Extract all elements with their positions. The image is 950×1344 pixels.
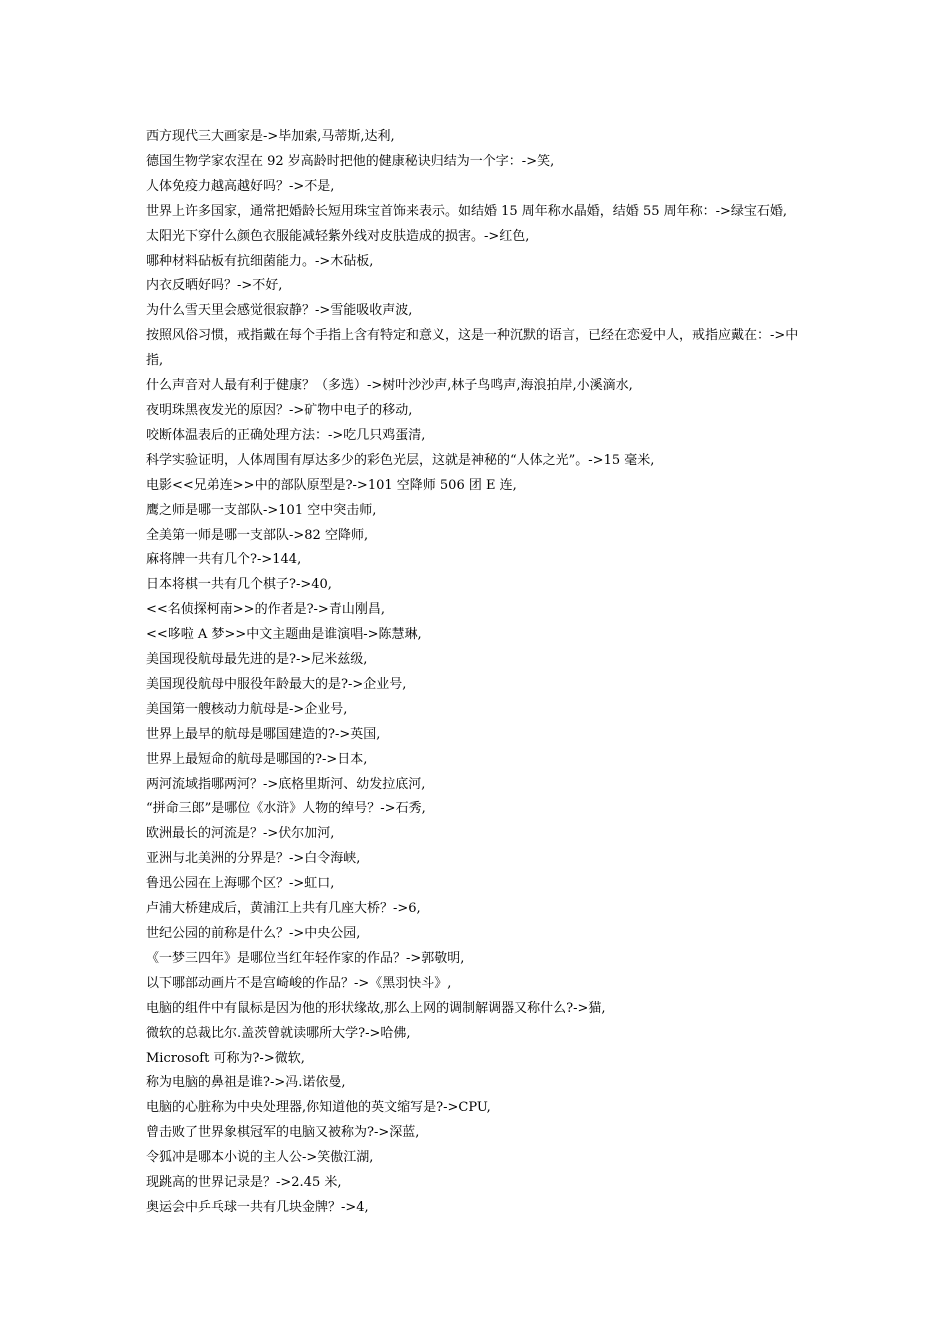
text-line: 世界上许多国家，通常把婚龄长短用珠宝首饰来表示。如结婚 15 周年称水晶婚，结婚 55 周年称：->绿宝石婚, (146, 203, 788, 219)
text-line: 内衣反晒好吗？->不好, (146, 278, 283, 294)
text-line: 什么声音对人最有利于健康？（多选）->树叶沙沙声,林子鸟鸣声,海浪拍岸,小溪滴水, (146, 378, 633, 394)
text-line: 两河流域指哪两河？->底格里斯河、幼发拉底河, (146, 776, 426, 792)
text-line: 人体免疫力越高越好吗？->不是, (146, 178, 335, 194)
text-line: 美国现役航母中服役年龄最大的是?->企业号, (146, 676, 407, 692)
text-line: 电影<<兄弟连>>中的部队原型是?->101 空降师 506 团 E 连, (146, 477, 517, 493)
text-line: 微软的总裁比尔.盖茨曾就读哪所大学?->哈佛, (146, 1025, 411, 1041)
text-line: 曾击败了世界象棋冠军的电脑又被称为?->深蓝, (146, 1125, 420, 1141)
text-line: 按照风俗习惯，戒指戴在每个手指上含有特定和意义，这是一种沉默的语言，已经在恋爱中人，戒指应戴在：->中指, (146, 328, 799, 369)
text-line: 科学实验证明，人体周围有厚达多少的彩色光层，这就是神秘的“人体之光”。->15 毫米, (146, 452, 655, 468)
text-line: 卢浦大桥建成后，黄浦江上共有几座大桥？->6, (146, 901, 421, 917)
text-line: <<名侦探柯南>>的作者是?->青山刚昌, (146, 602, 385, 618)
text-line: 令狐冲是哪本小说的主人公->笑傲江湖, (146, 1150, 374, 1166)
text-line: 全美第一师是哪一支部队->82 空降师, (146, 527, 369, 543)
text-line: 奥运会中乒乓球一共有几块金牌？->4, (146, 1199, 369, 1215)
text-line: 麻将牌一共有几个?->144, (146, 552, 302, 568)
text-line: 现跳高的世界记录是？->2.45 米, (146, 1175, 342, 1191)
text-line: 鲁迅公园在上海哪个区？->虹口, (146, 876, 335, 892)
text-line: 西方现代三大画家是->毕加索,马蒂斯,达利, (146, 129, 395, 144)
text-line: 咬断体温表后的正确处理方法：->吃几只鸡蛋清, (146, 427, 426, 443)
text-line: 称为电脑的鼻祖是谁?->冯.诺依曼, (146, 1075, 346, 1091)
text-line: 电脑的组件中有鼠标是因为他的形状缘故,那么上网的调制解调器又称什么?->猫, (146, 1000, 606, 1016)
text-line: 美国现役航母最先进的是?->尼米兹级, (146, 652, 368, 668)
text-line: 太阳光下穿什么颜色衣服能减轻紫外线对皮肤造成的损害。->红色, (146, 228, 530, 244)
text-line: 世界上最短命的航母是哪国的?->日本, (146, 751, 368, 767)
text-line: 《一梦三四年》是哪位当红年轻作家的作品？->郭敬明, (146, 950, 465, 966)
text-line: 世纪公园的前称是什么？->中央公园, (146, 926, 361, 941)
text-line: 欧洲最长的河流是？->伏尔加河, (146, 826, 335, 842)
text-line: 鹰之师是哪一支部队->101 空中突击师, (146, 502, 377, 518)
text-line: <<哆啦 A 梦>>中文主题曲是谁演唱->陈慧琳, (146, 627, 422, 643)
text-line: 电脑的心脏称为中央处理器,你知道他的英文缩写是?->CPU, (146, 1100, 491, 1116)
text-line: “拼命三郎”是哪位《水浒》人物的绰号？->石秀, (146, 801, 426, 817)
text-line: 日本将棋一共有几个棋子?->40, (146, 577, 332, 593)
text-line: 哪种材料砧板有抗细菌能力。->木砧板, (146, 253, 374, 269)
text-line: 亚洲与北美洲的分界是？->白令海峡, (146, 851, 361, 867)
text-line: 以下哪部动画片不是宫崎峻的作品？->《黑羽快斗》, (146, 975, 452, 991)
text-line: 德国生物学家农涅在 92 岁高龄时把他的健康秘诀归结为一个字：->笑, (146, 153, 555, 169)
text-line: 美国第一艘核动力航母是->企业号, (146, 701, 348, 717)
text-line: Microsoft 可称为?->微软, (146, 1050, 305, 1066)
text-line: 夜明珠黑夜发光的原因？->矿物中电子的移动, (146, 402, 413, 418)
document-body (146, 125, 814, 1221)
text-line: 世界上最早的航母是哪国建造的?->英国, (146, 726, 381, 742)
text-line: 为什么雪天里会感觉很寂静？->雪能吸收声波, (146, 303, 413, 319)
